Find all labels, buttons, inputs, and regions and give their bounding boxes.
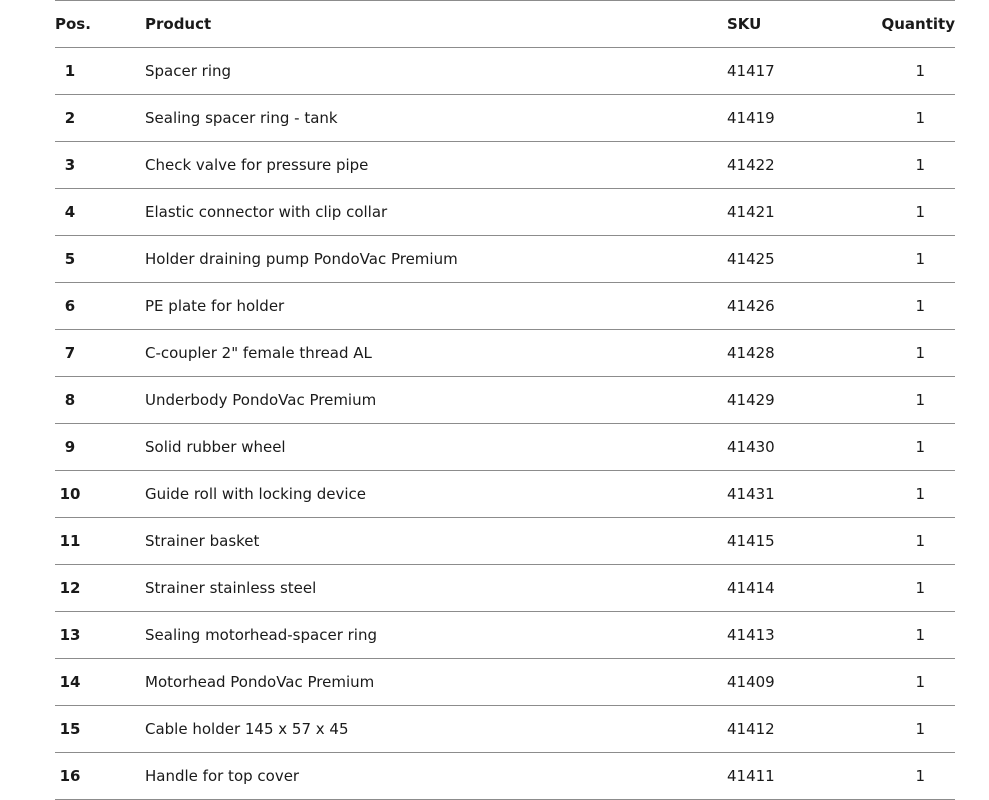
- row-product: Motorhead PondoVac Premium: [145, 673, 375, 691]
- row-quantity: 1: [915, 767, 925, 785]
- row-product: Check valve for pressure pipe: [145, 156, 369, 174]
- row-pos-value: 16: [59, 767, 81, 785]
- row-pos: [55, 659, 145, 706]
- row-sku: 41421: [727, 203, 775, 221]
- row-pos: [55, 189, 145, 236]
- row-pos: [55, 753, 145, 800]
- table-row: [55, 659, 955, 706]
- row-quantity: 1: [915, 250, 925, 268]
- row-product: PE plate for holder: [145, 297, 285, 315]
- row-sku: 41414: [727, 579, 775, 597]
- row-sku: 41413: [727, 626, 775, 644]
- table-row: [55, 424, 955, 471]
- row-sku: 41417: [727, 62, 775, 80]
- row-quantity: 1: [915, 391, 925, 409]
- row-pos-value: 11: [59, 532, 81, 550]
- row-pos-value: 2: [64, 109, 76, 127]
- row-sku: 41412: [727, 720, 775, 738]
- row-pos: [55, 236, 145, 283]
- row-quantity: 1: [915, 109, 925, 127]
- row-pos: [55, 330, 145, 377]
- row-pos: [55, 518, 145, 565]
- row-pos-value: 9: [64, 438, 76, 456]
- table-row: [55, 565, 955, 612]
- row-pos: [55, 95, 145, 142]
- row-quantity: 1: [915, 344, 925, 362]
- table-row: [55, 48, 955, 95]
- header-pos: Pos.: [55, 15, 91, 33]
- table-row: [55, 471, 955, 518]
- row-quantity: 1: [915, 532, 925, 550]
- header-sku: SKU: [727, 15, 762, 33]
- row-pos-value: 7: [64, 344, 76, 362]
- row-pos-value: 3: [64, 156, 76, 174]
- table-row: [55, 377, 955, 424]
- row-pos: [55, 48, 145, 95]
- row-sku: 41426: [727, 297, 775, 315]
- row-pos: [55, 706, 145, 753]
- row-quantity: 1: [915, 203, 925, 221]
- table-row: [55, 612, 955, 659]
- row-quantity: 1: [915, 626, 925, 644]
- row-product: Solid rubber wheel: [145, 438, 286, 456]
- row-product: Spacer ring: [145, 62, 232, 80]
- row-sku: 41419: [727, 109, 775, 127]
- row-pos-value: 15: [59, 720, 81, 738]
- row-quantity: 1: [915, 62, 925, 80]
- row-quantity: 1: [915, 297, 925, 315]
- row-product: Strainer basket: [145, 532, 260, 550]
- row-product: Underbody PondoVac Premium: [145, 391, 377, 409]
- table-header: [55, 1, 955, 48]
- row-pos-value: 14: [59, 673, 81, 691]
- row-pos-value: 12: [59, 579, 81, 597]
- row-sku: 41429: [727, 391, 775, 409]
- row-pos-value: 13: [59, 626, 81, 644]
- row-quantity: 1: [915, 720, 925, 738]
- row-product: Sealing spacer ring - tank: [145, 109, 338, 127]
- table-row: [55, 330, 955, 377]
- row-sku: 41422: [727, 156, 775, 174]
- row-product: C-coupler 2" female thread AL: [145, 344, 372, 362]
- table-row: [55, 95, 955, 142]
- row-quantity: 1: [915, 579, 925, 597]
- header-row: [55, 1, 955, 48]
- table-row: [55, 518, 955, 565]
- row-product: Handle for top cover: [145, 767, 300, 785]
- table-row: [55, 142, 955, 189]
- row-sku: 41428: [727, 344, 775, 362]
- row-quantity: 1: [915, 485, 925, 503]
- row-quantity: 1: [915, 673, 925, 691]
- row-sku: 41431: [727, 485, 775, 503]
- row-product: Sealing motorhead-spacer ring: [145, 626, 377, 644]
- table-row: [55, 283, 955, 330]
- table-row: [55, 753, 955, 800]
- row-pos: [55, 565, 145, 612]
- row-sku: 41425: [727, 250, 775, 268]
- row-pos-value: 4: [64, 203, 76, 221]
- row-product: Holder draining pump PondoVac Premium: [145, 250, 458, 268]
- row-pos: [55, 142, 145, 189]
- row-pos-value: 5: [64, 250, 76, 268]
- header-product: Product: [145, 15, 212, 33]
- row-pos: [55, 377, 145, 424]
- table-row: [55, 236, 955, 283]
- row-pos-value: 6: [64, 297, 76, 315]
- row-pos-value: 10: [59, 485, 81, 503]
- row-product: Strainer stainless steel: [145, 579, 317, 597]
- table-body: [55, 48, 955, 800]
- parts-table: [55, 0, 955, 800]
- row-product: Cable holder 145 x 57 x 45: [145, 720, 349, 738]
- row-product: Elastic connector with clip collar: [145, 203, 388, 221]
- parts-table-container: [55, 0, 955, 800]
- row-sku: 41411: [727, 767, 775, 785]
- row-pos: [55, 283, 145, 330]
- row-pos: [55, 612, 145, 659]
- row-sku: 41409: [727, 673, 775, 691]
- row-pos-value: 1: [64, 62, 76, 80]
- row-quantity: 1: [915, 156, 925, 174]
- row-pos-value: 8: [64, 391, 76, 409]
- header-quantity: Quantity: [881, 15, 955, 33]
- table-row: [55, 706, 955, 753]
- row-sku: 41415: [727, 532, 775, 550]
- row-quantity: 1: [915, 438, 925, 456]
- row-pos: [55, 471, 145, 518]
- row-product: Guide roll with locking device: [145, 485, 367, 503]
- row-pos: [55, 424, 145, 471]
- row-sku: 41430: [727, 438, 775, 456]
- table-row: [55, 189, 955, 236]
